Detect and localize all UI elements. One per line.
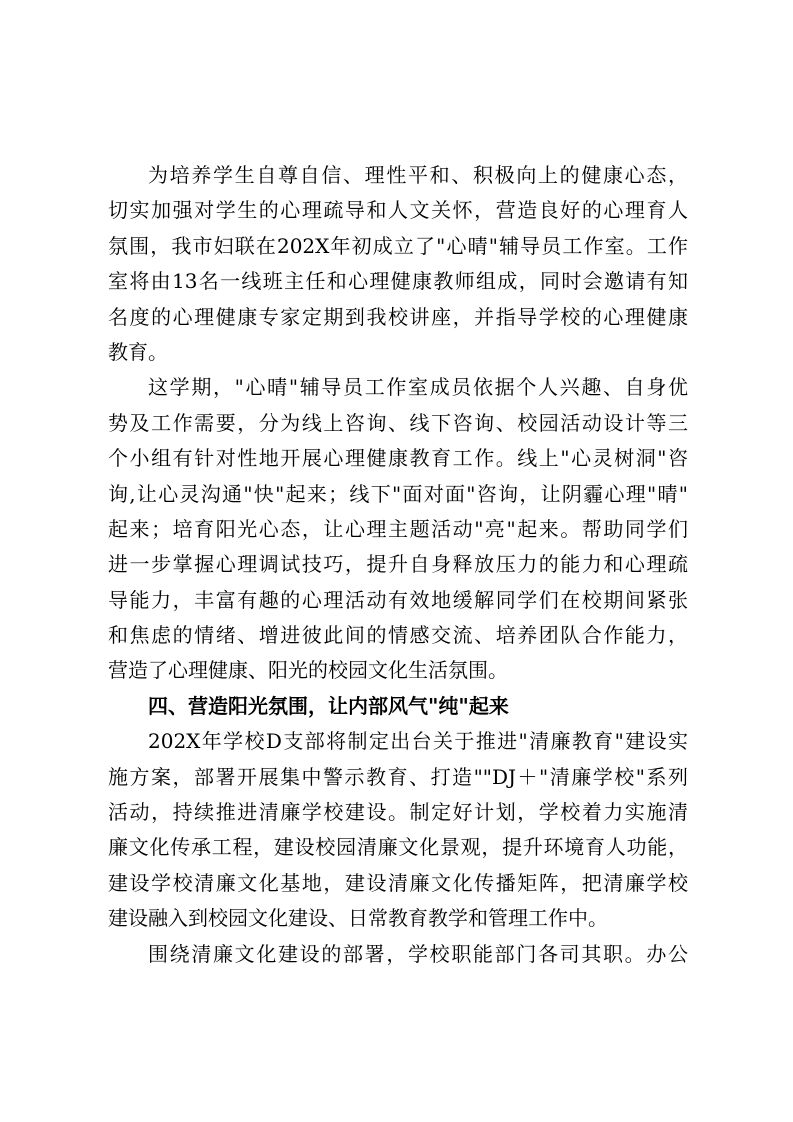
document-body — [108, 158, 688, 972]
text-line: 这学期，"心晴"辅导员工作室成员依据个人兴趣、自身优 — [148, 375, 688, 400]
text-line: 名度的心理健康专家定期到我校讲座，并指导学校的心理健康 — [108, 304, 688, 329]
text-line: 施方案，部署开展集中警示教育、打造""DJ＋"清廉学校"系列 — [108, 764, 688, 789]
text-line: 教育。 — [108, 339, 168, 364]
text-line: 势及工作需要，分为线上咨询、线下咨询、校园活动设计等三 — [108, 410, 688, 435]
text-line: 询,让心灵沟通"快"起来；线下"面对面"咨询，让阴霾心理"晴" — [108, 481, 688, 506]
text-line: 进一步掌握心理调试技巧，提升自身释放压力的能力和心理疏 — [108, 552, 688, 577]
text-line: 氛围，我市妇联在202X年初成立了"心晴"辅导员工作室。工作 — [108, 233, 688, 258]
text-line: 为培养学生自尊自信、理性平和、积极向上的健康心态， — [148, 163, 688, 187]
text-line: 202X年学校D支部将制定出台关于推进"清廉教育"建设实 — [148, 729, 688, 754]
text-line: 活动，持续推进清廉学校建设。制定好计划，学校着力实施清 — [108, 800, 688, 825]
text-line: 和焦虑的情绪、增进彼此间的情感交流、培养团队合作能力， — [108, 623, 688, 648]
text-line: 营造了心理健康、阳光的校园文化生活氛围。 — [108, 658, 508, 683]
text-line: 廉文化传承工程，建设校园清廉文化景观，提升环境育人功能， — [108, 835, 688, 860]
text-line: 围绕清廉文化建设的部署，学校职能部门各司其职。办公 — [148, 941, 688, 966]
text-line: 个小组有针对性地开展心理健康教育工作。线上"心灵树洞"咨 — [108, 446, 688, 471]
text-line: 建设融入到校园文化建设、日常教育教学和管理工作中。 — [108, 906, 608, 931]
text-line: 导能力，丰富有趣的心理活动有效地缓解同学们在校期间紧张 — [108, 587, 688, 612]
text-line: 建设学校清廉文化基地，建设清廉文化传播矩阵，把清廉学校 — [108, 870, 688, 895]
section-heading: 四、营造阳光氛围，让内部风气"纯"起来 — [148, 693, 509, 718]
text-line: 起来；培育阳光心态，让心理主题活动"亮"起来。帮助同学们 — [108, 516, 688, 541]
text-line: 切实加强对学生的心理疏导和人文关怀，营造良好的心理育人 — [108, 198, 688, 223]
text-line: 室将由13名一线班主任和心理健康教师组成，同时会邀请有知 — [108, 269, 688, 294]
